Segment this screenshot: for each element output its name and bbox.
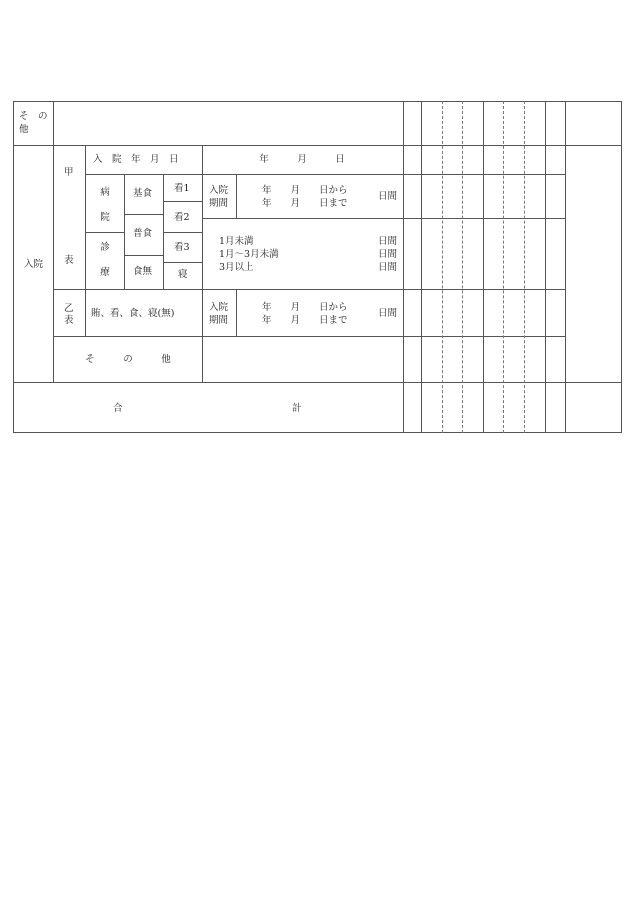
rule xyxy=(236,289,237,336)
dashed-rule xyxy=(442,101,443,433)
other-row-label: そ の 他 xyxy=(85,354,171,365)
rule xyxy=(53,145,54,382)
period-label-2: 期間 xyxy=(209,198,229,209)
hospital-char-1: 病 xyxy=(100,187,110,198)
rule xyxy=(85,174,566,175)
otsu-period-label-2: 期間 xyxy=(209,315,229,326)
rule xyxy=(13,101,14,433)
period-from: 年 月 日から xyxy=(262,185,348,196)
otsu-label-top: 乙 xyxy=(64,303,74,314)
rule xyxy=(85,145,86,336)
otsu-period-from: 年 月 日から xyxy=(262,302,348,313)
admission-date-label: 入 院 年 月 日 xyxy=(93,154,179,165)
rule xyxy=(124,214,163,215)
other-label-top: そ の xyxy=(19,111,48,122)
rule xyxy=(13,432,621,433)
care-bed: 寝 xyxy=(178,269,188,280)
rule xyxy=(202,218,566,219)
rule xyxy=(163,232,202,233)
hospital-char-4: 療 xyxy=(100,267,110,278)
rule xyxy=(545,101,546,433)
care-1: 看1 xyxy=(174,183,190,194)
rule xyxy=(163,262,202,263)
duration-unit-1: 日間 xyxy=(378,236,398,247)
rule xyxy=(124,174,125,289)
care-2: 看2 xyxy=(174,212,190,223)
total-label-left: 合 xyxy=(113,403,123,414)
kou-label-bottom: 表 xyxy=(64,255,74,266)
dashed-rule xyxy=(503,101,504,433)
hospital-char-3: 診 xyxy=(100,242,110,253)
otsu-period-days: 日間 xyxy=(378,308,398,319)
otsu-period-label-1: 入院 xyxy=(209,302,229,313)
rule xyxy=(621,101,622,433)
dashed-rule xyxy=(462,101,463,433)
duration-unit-2: 日間 xyxy=(378,249,398,260)
meal-normal: 普食 xyxy=(133,228,153,239)
rule xyxy=(13,382,621,383)
rule xyxy=(124,255,163,256)
rule xyxy=(85,232,124,233)
hospital-char-2: 院 xyxy=(100,212,110,223)
duration-label-2: 1月～3月未満 xyxy=(219,249,279,260)
care-3: 看3 xyxy=(174,242,190,253)
inpatient-label: 入院 xyxy=(24,259,44,270)
rule xyxy=(236,174,237,218)
duration-label-1: 1月未満 xyxy=(219,236,254,247)
rule xyxy=(53,101,54,145)
period-to: 年 月 日まで xyxy=(262,198,348,209)
period-days: 日間 xyxy=(378,191,398,202)
rule xyxy=(565,101,566,433)
rule xyxy=(163,201,202,202)
total-label-right: 計 xyxy=(292,403,302,414)
meal-none: 食無 xyxy=(133,266,153,277)
duration-unit-3: 日間 xyxy=(378,262,398,273)
kou-label-top: 甲 xyxy=(64,167,74,178)
rule xyxy=(202,145,203,382)
rule xyxy=(163,174,164,289)
rule xyxy=(13,145,621,146)
rule xyxy=(421,101,422,433)
other-label-bottom: 他 xyxy=(19,124,29,135)
rule xyxy=(483,101,484,433)
otsu-period-to: 年 月 日まで xyxy=(262,315,348,326)
rule xyxy=(53,336,566,337)
duration-label-3: 3月以上 xyxy=(219,262,254,273)
otsu-text: 賄、看、食、寝(無) xyxy=(91,308,175,319)
rule xyxy=(13,101,621,102)
admission-date-value: 年 月 日 xyxy=(259,154,345,165)
meal-basic: 基食 xyxy=(133,188,153,199)
period-label-1: 入院 xyxy=(209,185,229,196)
otsu-label-bottom: 表 xyxy=(64,315,74,326)
rule xyxy=(403,101,404,433)
rule xyxy=(53,289,566,290)
dashed-rule xyxy=(524,101,525,433)
